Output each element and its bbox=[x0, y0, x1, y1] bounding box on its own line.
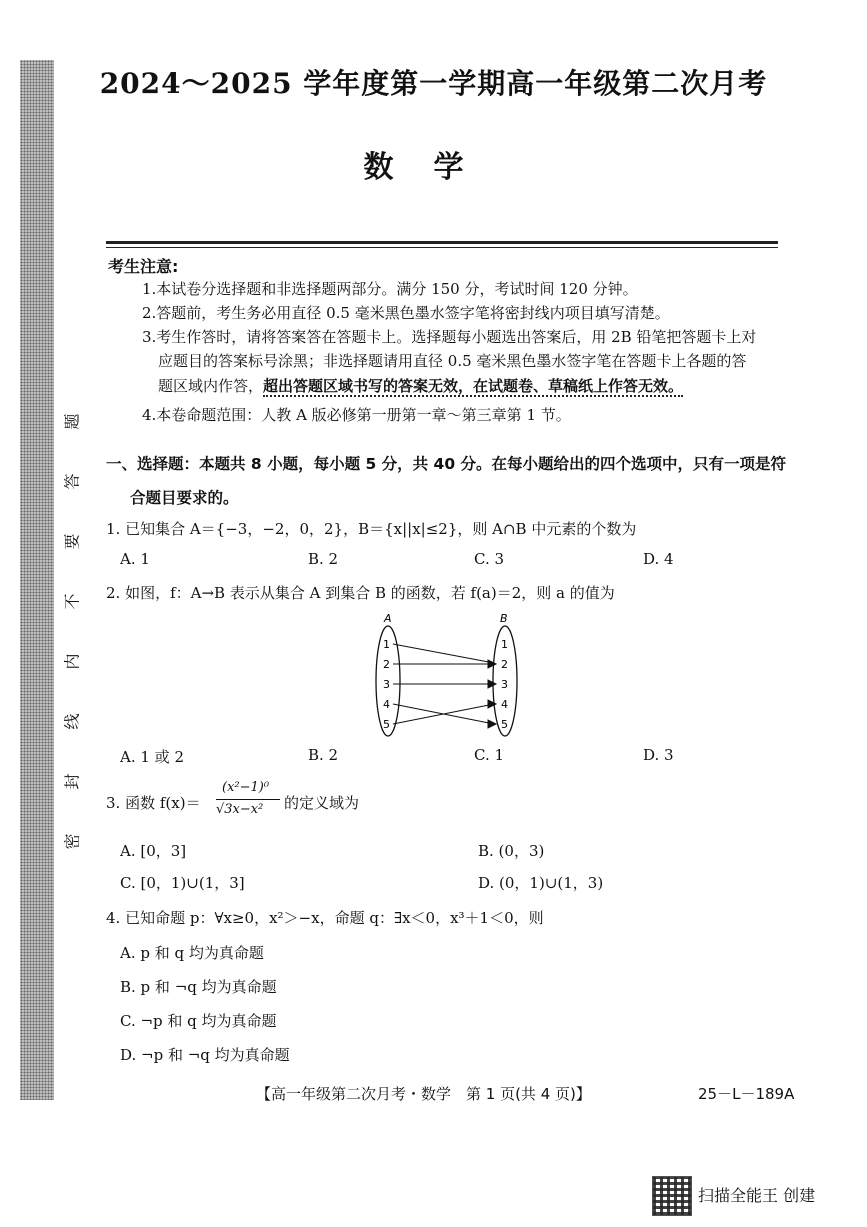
b-elem: 5 bbox=[501, 718, 508, 731]
fraction-bar bbox=[216, 799, 280, 800]
q1-option-a: A. 1 bbox=[120, 550, 150, 568]
mapping-diagram bbox=[360, 608, 530, 738]
notice-item: 4.本卷命题范围：人教 A 版必修第一册第一章～第三章第 1 节。 bbox=[142, 406, 571, 424]
section-heading-cont: 合题目要求的。 bbox=[130, 489, 239, 507]
q1-option-c: C. 3 bbox=[474, 550, 505, 568]
arrowhead bbox=[488, 660, 496, 668]
question-3-suffix: 的定义域为 bbox=[284, 794, 360, 812]
q4-option-a: A. p 和 q 均为真命题 bbox=[120, 944, 264, 962]
q3-option-c: C. [0，1)∪(1，3] bbox=[120, 874, 245, 892]
arrow-1-2 bbox=[393, 644, 494, 663]
seal-char: 答 bbox=[62, 473, 82, 490]
notice-item: 应题目的答案标号涂黑；非选择题请用直径 0.5 毫米黑色墨水签字笔在答题卡上各题的答 bbox=[158, 352, 747, 370]
binding-strip bbox=[20, 60, 54, 1100]
q3-denominator: √3x−x² bbox=[216, 802, 264, 817]
seal-line-text bbox=[62, 60, 80, 1100]
seal-char: 不 bbox=[62, 593, 82, 610]
a-elem: 4 bbox=[383, 698, 390, 711]
seal-char: 内 bbox=[62, 653, 82, 670]
seal-char: 题 bbox=[62, 413, 82, 430]
notice-item-prefix bbox=[158, 375, 683, 396]
notice-item: 题区域内作答， bbox=[158, 377, 264, 395]
question-4-stem: 4. 已知命题 p：∀x≥0，x²＞−x，命题 q：∃x＜0，x³＋1＜0，则 bbox=[106, 909, 544, 927]
set-b-label: B bbox=[500, 612, 508, 625]
qr-code-icon bbox=[652, 1176, 692, 1216]
q3-option-d: D. (0，1)∪(1，3) bbox=[478, 874, 604, 892]
exam-title: 2024～2025 学年度第一学期高一年级第二次月考 bbox=[99, 67, 768, 100]
seal-char: 线 bbox=[62, 713, 82, 730]
q2-option-b: B. 2 bbox=[308, 746, 339, 764]
arrowhead bbox=[488, 680, 496, 688]
q4-option-d: D. ¬p 和 ¬q 均为真命题 bbox=[120, 1046, 290, 1064]
a-elem: 2 bbox=[383, 658, 390, 671]
section-heading: 一、选择题：本题共 8 小题，每小题 5 分，共 40 分。在每小题给出的四个选项中，只有一项是符 bbox=[106, 455, 787, 473]
question-3-prefix: 3. 函数 f(x)＝ bbox=[106, 794, 201, 812]
a-elem: 5 bbox=[383, 718, 390, 731]
header-rule bbox=[106, 241, 778, 244]
question-2-stem: 2. 如图，f：A→B 表示从集合 A 到集合 B 的函数，若 f(a)＝2，则 a 的值为 bbox=[106, 584, 615, 602]
b-elem: 2 bbox=[501, 658, 508, 671]
scanner-watermark: 扫描全能王 创建 bbox=[698, 1186, 816, 1205]
subject-title: 数学 bbox=[363, 150, 504, 185]
q4-option-c: C. ¬p 和 q 均为真命题 bbox=[120, 1012, 277, 1030]
notice-heading: 考生注意: bbox=[108, 257, 179, 276]
q2-option-c: C. 1 bbox=[474, 746, 505, 764]
q2-option-d: D. 3 bbox=[643, 746, 674, 764]
seal-char: 要 bbox=[62, 533, 82, 550]
seal-char: 密 bbox=[62, 833, 82, 850]
paper-code: 25－L－189A bbox=[698, 1085, 795, 1103]
q3-option-a: A. [0，3] bbox=[120, 842, 187, 860]
notice-item: 1.本试卷分选择题和非选择题两部分。满分 150 分，考试时间 120 分钟。 bbox=[142, 280, 638, 298]
notice-item: 3.考生作答时，请将答案答在答题卡上。选择题每小题选出答案后，用 2B 铅笔把答题卡上对 bbox=[142, 328, 757, 346]
page-footer: 【高一年级第二次月考・数学 第 1 页(共 4 页)】 bbox=[256, 1085, 591, 1103]
b-elem: 3 bbox=[501, 678, 508, 691]
seal-char: 封 bbox=[62, 773, 82, 790]
set-a-label: A bbox=[384, 612, 392, 625]
q4-option-b: B. p 和 ¬q 均为真命题 bbox=[120, 978, 277, 996]
question-1-stem: 1. 已知集合 A＝{−3，−2，0，2}，B＝{x||x|≤2}，则 A∩B 中元素的个数为 bbox=[106, 520, 637, 538]
header-rule-thin bbox=[106, 247, 778, 248]
q1-option-d: D. 4 bbox=[643, 550, 674, 568]
b-elem: 1 bbox=[501, 638, 508, 651]
q3-numerator: (x²−1)⁰ bbox=[222, 780, 270, 795]
a-elem: 1 bbox=[383, 638, 390, 651]
q1-option-b: B. 2 bbox=[308, 550, 339, 568]
q3-option-b: B. (0，3) bbox=[478, 842, 545, 860]
q2-option-a: A. 1 或 2 bbox=[120, 748, 184, 766]
b-elem: 4 bbox=[501, 698, 508, 711]
notice-emphasis: 超出答题区域书写的答案无效，在试题卷、草稿纸上作答无效。 bbox=[263, 377, 684, 395]
notice-item: 2.答题前，考生务必用直径 0.5 毫米黑色墨水签字笔将密封线内项目填写清楚。 bbox=[142, 304, 670, 322]
arrowhead bbox=[488, 720, 496, 728]
a-elem: 3 bbox=[383, 678, 390, 691]
